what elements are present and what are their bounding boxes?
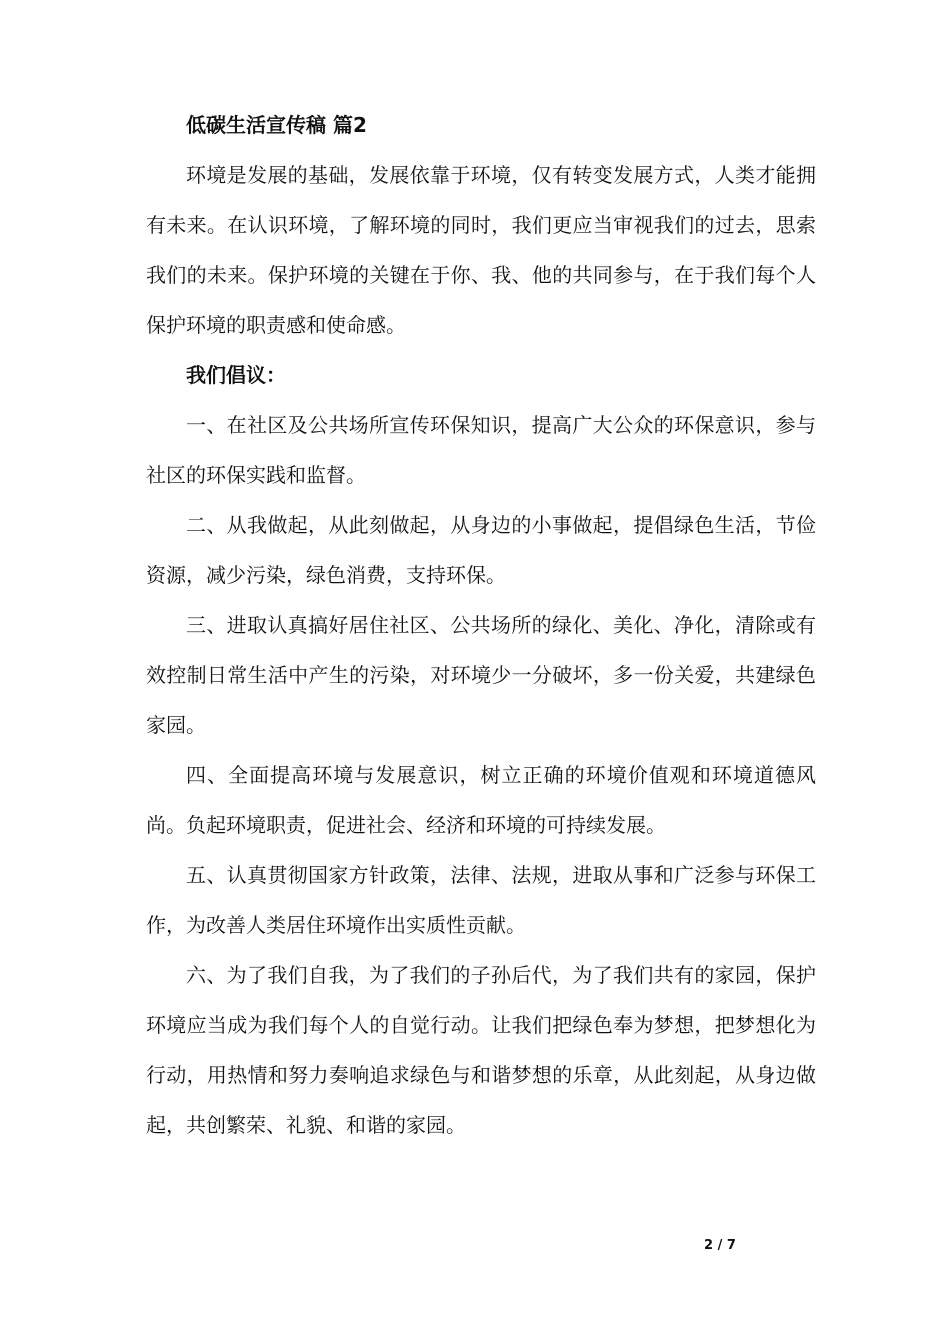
intro-paragraph: 环境是发展的基础，发展依靠于环境，仅有转变发展方式，人类才能拥有未来。在认识环境，了解环境的同时，我们更应当审视我们的过去，思索我们的未来。保护环境的关键在于你、我、他的共同参与，在于我们每个人保护环境的职责感和使命感。 — [146, 163, 816, 337]
proposal-heading: 我们倡议： — [186, 363, 286, 387]
document-title: 低碳生活宣传稿 篇2 — [186, 113, 367, 137]
proposal-item-1: 一、在社区及公共场所宣传环保知识，提高广大公众的环保意识，参与社区的环保实践和监督。 — [146, 413, 816, 487]
proposal-item-4: 四、全面提高环境与发展意识，树立正确的环境价值观和环境道德风尚。负起环境职责，促进社会、经济和环境的可持续发展。 — [146, 763, 816, 837]
proposal-item-2: 二、从我做起，从此刻做起，从身边的小事做起，提倡绿色生活，节俭资源，减少污染，绿色消费，支持环保。 — [146, 513, 816, 587]
proposal-item-5: 五、认真贯彻国家方针政策，法律、法规，进取从事和广泛参与环保工作，为改善人类居住环境作出实质性贡献。 — [146, 863, 816, 937]
proposal-item-6: 六、为了我们自我，为了我们的子孙后代，为了我们共有的家园，保护环境应当成为我们每个人的自觉行动。让我们把绿色奉为梦想，把梦想化为行动，用热情和努力奏响追求绿色与和谐梦想的乐章，从此刻起，从身边做起，共创繁荣、礼貌、和谐的家园。 — [146, 963, 816, 1137]
proposal-item-3: 三、进取认真搞好居住社区、公共场所的绿化、美化、净化，清除或有效控制日常生活中产生的污染，对环境少一分破坏，多一份关爱，共建绿色家园。 — [146, 613, 816, 737]
page-number: 2 / 7 — [704, 1238, 736, 1253]
document-body — [146, 100, 816, 1150]
